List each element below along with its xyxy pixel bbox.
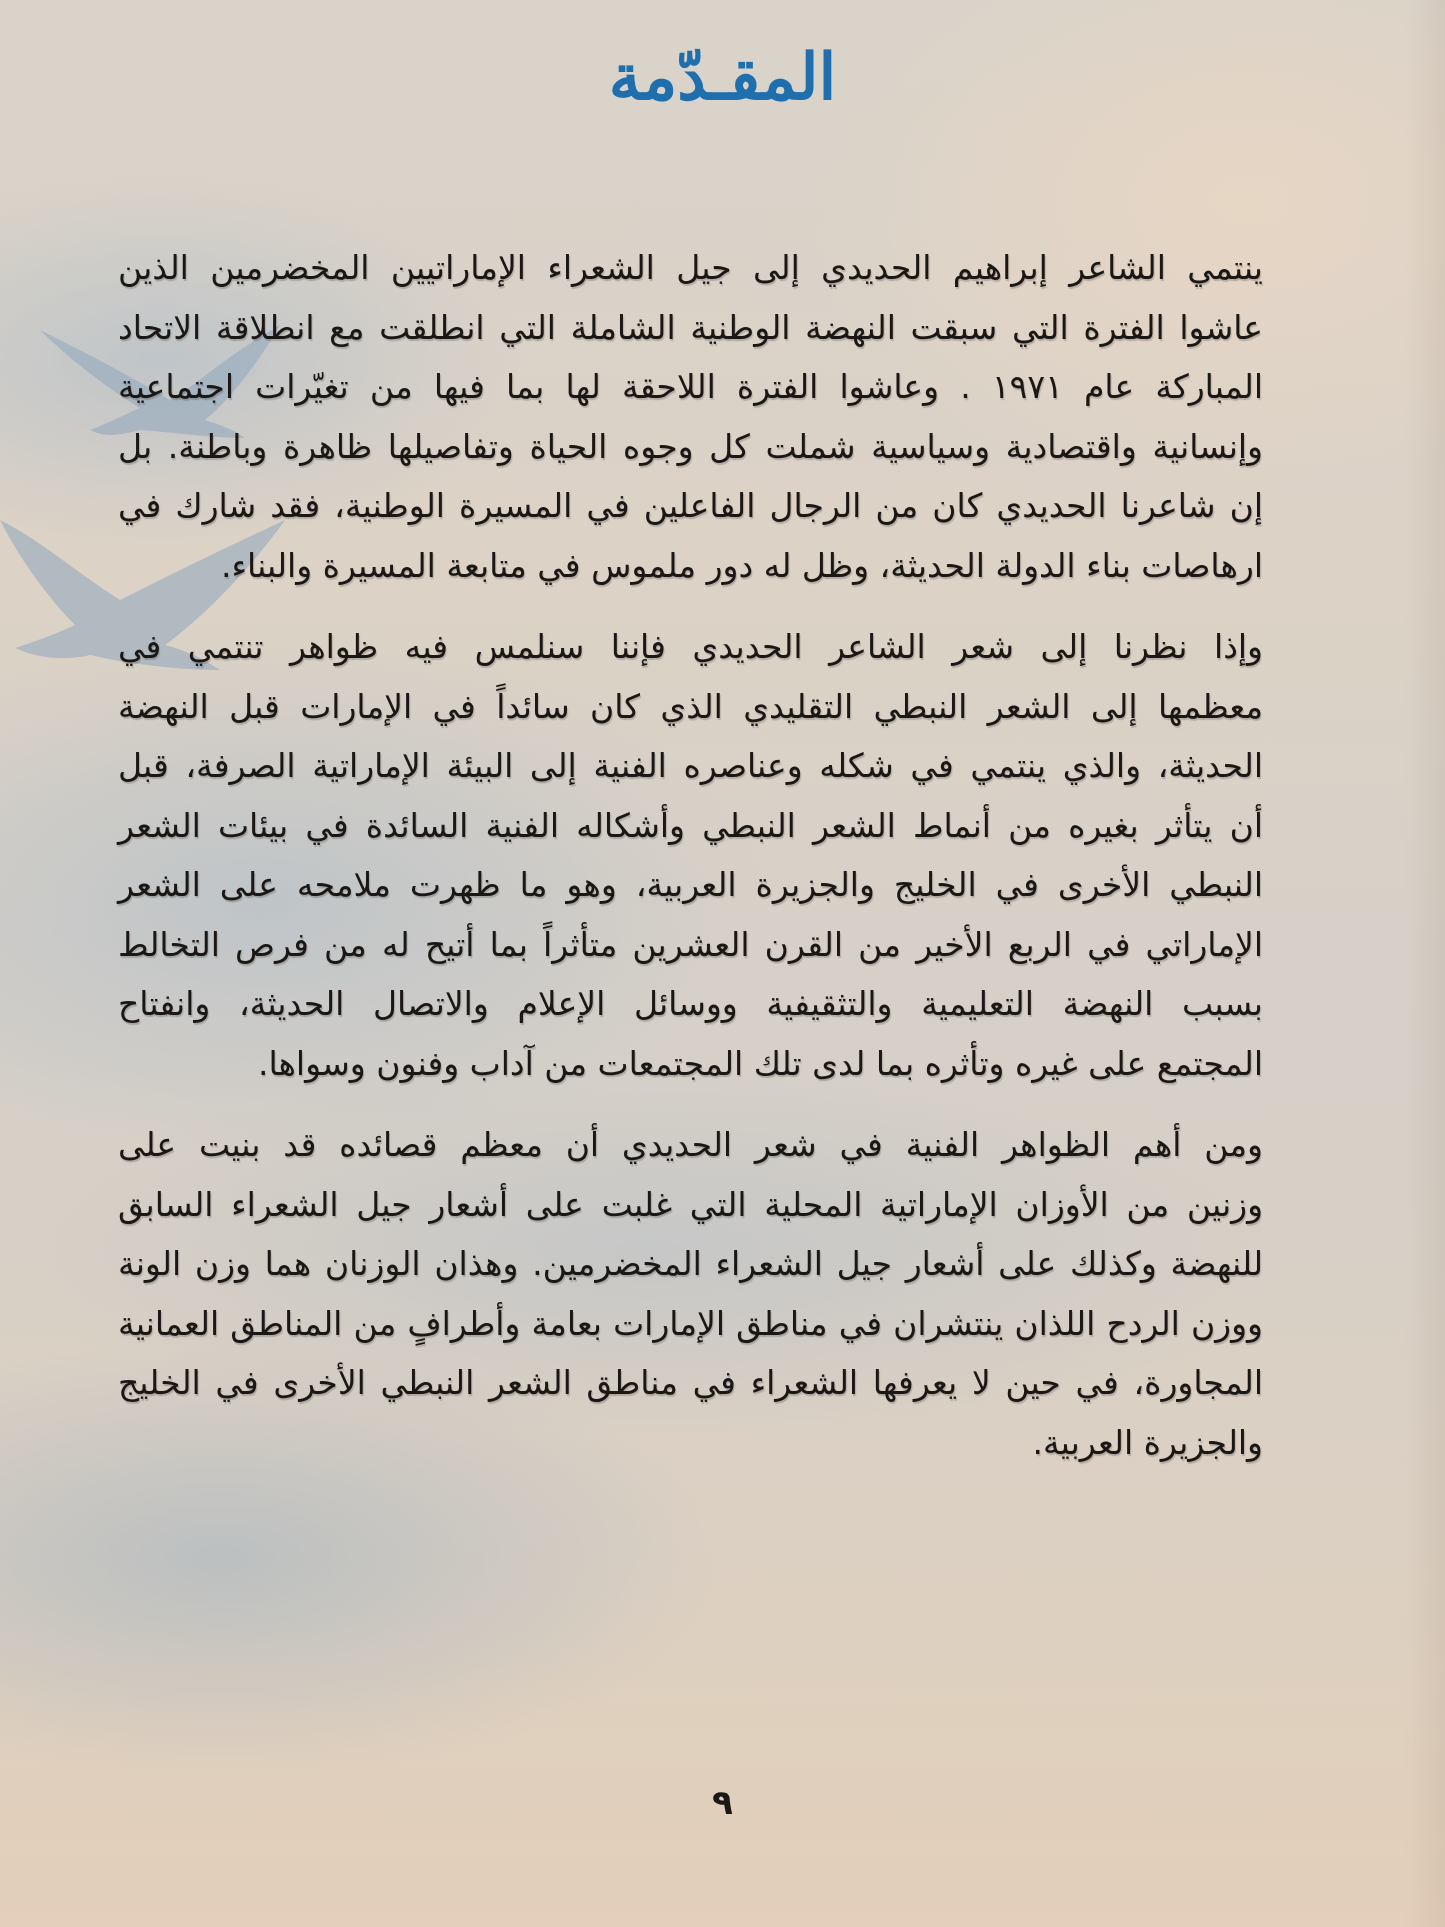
text-line: أن يتأثر بغيره من أنماط الشعر النبطي وأشكاله الفنية السائدة في بيئات الشعر — [118, 805, 1263, 845]
text-line: ينتمي الشاعر إبراهيم الحديدي إلى جيل الشعراء الإماراتيين المخضرمين الذين — [118, 248, 1263, 287]
text-line: ارهاصات بناء الدولة الحديثة، وظل له دور ملموس في متابعة المسيرة والبناء. — [221, 545, 1263, 585]
page-number: ٩ — [712, 1783, 733, 1823]
paragraph — [118, 238, 1323, 595]
text-line: إن شاعرنا الحديدي كان من الرجال الفاعلين في المسيرة الوطنية، فقد شارك في — [118, 486, 1263, 525]
text-line: المجاورة، في حين لا يعرفها الشعراء في مناطق الشعر النبطي الأخرى في الخليج — [118, 1363, 1263, 1402]
paragraph — [118, 617, 1323, 1093]
text-line: معظمها إلى الشعر النبطي التقليدي الذي كان سائداً في الإمارات قبل النهضة — [118, 686, 1263, 726]
page-title: المقـدّمة — [608, 40, 837, 115]
text-line: الحديثة، والذي ينتمي في شكله وعناصره الفنية إلى البيئة الإماراتية الصرفة، قبل — [118, 746, 1263, 785]
text-line: عاشوا الفترة التي سبقت النهضة الوطنية الشاملة التي انطلقت مع انطلاقة الاتحاد — [118, 307, 1263, 347]
text-line: النبطي الأخرى في الخليج والجزيرة العربية، وهو ما ظهرت ملامحه على الشعر — [118, 865, 1263, 904]
text-line: ووزن الردح اللذان ينتشران في مناطق الإمارات بعامة وأطرافٍ من المناطق العمانية — [118, 1303, 1263, 1343]
text-line: ومن أهم الظواهر الفنية في شعر الحديدي أن معظم قصائده قد بنيت على — [118, 1125, 1263, 1164]
text-line: المباركة عام ١٩٧١ . وعاشوا الفترة اللاحقة لها بما فيها من تغيّرات اجتماعية — [118, 367, 1263, 406]
text-line: الإماراتي في الربع الأخير من القرن العشرين متأثراً بما أتيح له من فرص التخالط — [118, 924, 1263, 964]
text-line: المجتمع على غيره وتأثره بما لدى تلك المجتمعات من آداب وفنون وسواها. — [257, 1043, 1263, 1083]
text-line: بسبب النهضة التعليمية والتثقيفية ووسائل الإعلام والاتصال الحديثة، وانفتاح — [118, 984, 1263, 1023]
text-line: للنهضة وكذلك على أشعار جيل الشعراء المخضرمين. وهذان الوزنان هما وزن الونة — [118, 1244, 1263, 1283]
body-text — [118, 238, 1323, 1494]
paragraph — [118, 1115, 1323, 1472]
text-line: وإنسانية واقتصادية وسياسية شملت كل وجوه الحياة وتفاصيلها ظاهرة وباطنة. بل — [118, 426, 1263, 466]
page-edge-shadow — [1405, 0, 1445, 1927]
text-line: وزنين من الأوزان الإماراتية المحلية التي غلبت على أشعار جيل الشعراء السابق — [118, 1184, 1263, 1224]
text-line: وإذا نظرنا إلى شعر الشاعر الحديدي فإننا سنلمس فيه ظواهر تنتمي في — [118, 627, 1263, 666]
text-line: والجزيرة العربية. — [1032, 1422, 1263, 1462]
